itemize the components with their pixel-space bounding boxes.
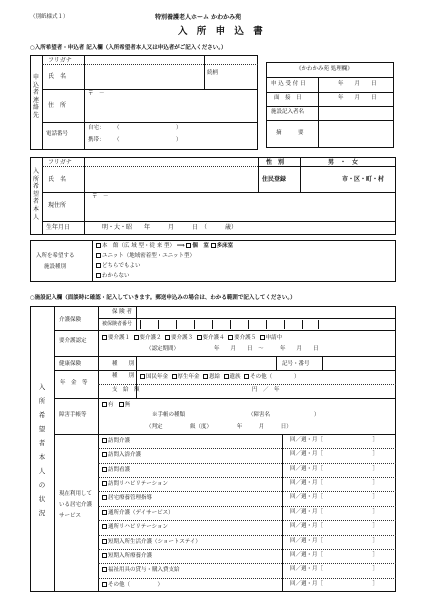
- national-pension: 国民年金: [146, 374, 169, 380]
- applicant-side-label: 申込者連絡先: [32, 74, 39, 119]
- service-divider: [98, 477, 396, 478]
- mobile-phone-paren-close: ）: [176, 137, 182, 143]
- service-item[interactable]: [102, 524, 168, 531]
- service-item[interactable]: [102, 553, 152, 560]
- service-frequency[interactable]: 回／週・月［ ］: [290, 523, 379, 530]
- cert-period-value: 年 月 日 ～ 年 月 日: [214, 346, 319, 352]
- phone-label: 電話番号: [46, 131, 69, 137]
- disability-options[interactable]: [102, 402, 130, 409]
- facility-type-label: 入所を希望する: [36, 253, 75, 259]
- service-divider: [98, 578, 396, 579]
- name-label: 氏 名: [48, 73, 67, 80]
- arrow-icon: ⟹: [176, 243, 185, 249]
- checkbox[interactable]: [102, 510, 107, 515]
- service-divider: [98, 463, 396, 464]
- service-frequency[interactable]: 回／週・月［ ］: [290, 451, 379, 458]
- care-insurance-label: 介護保険: [59, 317, 82, 323]
- checkbox[interactable]: [102, 481, 107, 486]
- care-level-1: 要介護１: [108, 335, 131, 341]
- section2-note: ○施設記入欄（面談時に確認・記入していきます。郵送申込みの場合は、わかる範囲で記入してください。）: [30, 295, 296, 301]
- checkbox[interactable]: [96, 253, 101, 258]
- payment-label: 支 給 額: [112, 387, 140, 393]
- service-label: 訪問入浴介護: [108, 452, 142, 459]
- service-divider: [98, 520, 396, 521]
- onkyu: 恩給: [209, 374, 221, 380]
- checkbox[interactable]: [102, 567, 107, 572]
- checkbox[interactable]: [224, 374, 229, 379]
- judgment-line: （判定 級（度） 年 月 日）: [146, 424, 292, 430]
- service-item[interactable]: [102, 495, 152, 502]
- service-divider: [98, 563, 396, 564]
- checkbox[interactable]: [102, 452, 107, 457]
- office-row-value: 年 月 日: [338, 95, 377, 101]
- checkbox[interactable]: [102, 467, 107, 472]
- page-title: 入 所 申 込 書: [178, 26, 266, 37]
- checkbox[interactable]: [260, 335, 265, 340]
- service-label: 短期入所療養介護: [108, 552, 153, 559]
- facility-option-unit[interactable]: [96, 253, 195, 260]
- form-number: （別紙様式１）: [30, 14, 69, 20]
- insured-number-label: 被保険者番号: [102, 321, 133, 327]
- service-label: 通所リハビリテーション: [108, 524, 169, 531]
- symbol-number-label: 記号・番号: [282, 361, 310, 367]
- private-room-label: 個 室: [192, 243, 209, 249]
- service-frequency[interactable]: 回／週・月［ ］: [290, 494, 379, 501]
- service-label: 居宅療養管理指導: [108, 495, 153, 502]
- service-frequency[interactable]: 回／週・月［ ］: [290, 551, 379, 558]
- service-frequency[interactable]: 回／週・月［ ］: [290, 480, 379, 487]
- pension-type-options[interactable]: [140, 374, 300, 381]
- insurer-label: 保 険 者: [112, 309, 132, 315]
- checkbox[interactable]: [119, 402, 124, 407]
- office-row-label: 施設記入者名: [271, 109, 305, 115]
- services-label: 現在利用して: [59, 491, 93, 497]
- applicant-name-field[interactable]: [85, 66, 203, 88]
- health-insurance-label: 健康保険: [59, 361, 82, 367]
- service-divider: [98, 491, 396, 492]
- care-level-pending: 申請中: [265, 335, 283, 341]
- checkbox[interactable]: [211, 243, 216, 248]
- care-level-4: 要介護４: [202, 335, 225, 341]
- service-item[interactable]: [102, 452, 141, 459]
- service-label: 通所介護（デイサービス）: [108, 509, 174, 516]
- service-divider: [98, 448, 396, 449]
- service-divider: [98, 535, 396, 536]
- care-level-3: 要介護３: [171, 335, 194, 341]
- service-item[interactable]: [102, 582, 163, 589]
- pension-label: 年 金 等: [60, 380, 88, 386]
- section2-side-label: 入所希望者本人の状況: [38, 383, 46, 517]
- care-level-label: 要介護認定: [59, 338, 87, 344]
- checkbox[interactable]: [140, 374, 145, 379]
- checkbox[interactable]: [172, 374, 177, 379]
- checkbox[interactable]: [102, 553, 107, 558]
- registered-value: 市・区・町・村: [342, 176, 385, 183]
- service-item[interactable]: [102, 567, 180, 574]
- furigana-label: フリガナ: [48, 57, 72, 64]
- applicant-postal[interactable]: 〒 －: [88, 91, 105, 97]
- birth-value: 明・大・昭 年 月 日 （ 歳）: [102, 224, 238, 231]
- facility-option-unknown[interactable]: [96, 273, 130, 280]
- service-divider: [98, 506, 396, 507]
- pension-type-label: 種 別: [112, 373, 135, 379]
- service-item[interactable]: [102, 510, 174, 517]
- service-frequency[interactable]: 回／週・月［ ］: [290, 508, 379, 515]
- checkbox[interactable]: [96, 243, 101, 248]
- registered-label: 住民登録: [262, 176, 287, 183]
- facility-option-main[interactable]: [96, 243, 233, 250]
- services-label-2: いる居宅介護: [59, 502, 93, 508]
- care-level-2: 要介護２: [139, 335, 162, 341]
- service-label: 短期入所生活介護（ショートステイ）: [108, 538, 201, 545]
- payment-value: 円 ／ 年: [252, 387, 280, 393]
- service-divider: [98, 549, 396, 550]
- service-label: 訪問介護: [108, 438, 131, 444]
- checkbox[interactable]: [244, 374, 249, 379]
- office-row-label: 面 接 日: [274, 95, 302, 101]
- checkbox[interactable]: [96, 263, 101, 268]
- checkbox[interactable]: [203, 374, 208, 379]
- facility-option-label: 本 館（広 域 型・従 来 型）: [102, 243, 175, 249]
- cert-period-label: （認定期間）: [146, 346, 180, 352]
- service-label: 訪問看護: [108, 466, 131, 473]
- resident-postal[interactable]: 〒 －: [92, 194, 109, 200]
- resident-name-label: 氏 名: [48, 176, 67, 183]
- pension-other: その他（ ）: [250, 374, 300, 380]
- mobile-phone-paren-open: （: [114, 137, 120, 143]
- office-use-title: 《かわかみ苑 処理欄》: [296, 66, 353, 72]
- survivor: 遺族: [229, 374, 241, 380]
- office-row-label: 申 込 受 付 日: [271, 81, 306, 87]
- home-phone-label: 自宅：: [88, 125, 105, 131]
- checkbox[interactable]: [197, 335, 202, 340]
- disability-yes: 有: [108, 402, 114, 408]
- organization-name: 特別養護老人ホーム かわかみ苑: [155, 14, 242, 21]
- insured-number-boxes[interactable]: [140, 320, 318, 329]
- resident-side-label: 入所希望者本人: [32, 168, 39, 221]
- resident-furigana-label: フリガナ: [48, 159, 72, 166]
- gender-label: 性 別: [266, 159, 285, 166]
- current-address-label: 現住所: [48, 202, 67, 209]
- service-item[interactable]: [102, 539, 201, 546]
- service-label: 訪問リハビリテーション: [108, 481, 169, 488]
- handbook-type-label: ※手帳の種類: [152, 412, 186, 418]
- checkbox[interactable]: [102, 582, 107, 587]
- gender-options[interactable]: 男 ・ 女: [328, 159, 359, 166]
- service-item[interactable]: [102, 481, 168, 488]
- service-frequency[interactable]: 回／週・月［ ］: [290, 437, 379, 443]
- home-phone-paren-open: （: [114, 125, 120, 131]
- disability-no: 無: [124, 402, 131, 408]
- service-frequency[interactable]: 回／週・月［ ］: [290, 537, 379, 544]
- facility-option-either[interactable]: [96, 263, 140, 270]
- checkbox[interactable]: [228, 335, 233, 340]
- services-label-3: サービス: [59, 513, 82, 519]
- care-level-options[interactable]: [102, 335, 282, 342]
- health-type-label: 種 別: [112, 361, 135, 367]
- facility-type-label-2: 施設種別: [44, 264, 67, 270]
- service-frequency[interactable]: 回／週・月［ ］: [290, 465, 379, 472]
- checkbox[interactable]: [102, 438, 107, 443]
- service-label: 福祉用具の貸与・購入費支給: [108, 567, 180, 574]
- relation-label: 続柄: [207, 70, 219, 76]
- service-frequency[interactable]: 回／週・月［ ］: [290, 580, 379, 587]
- home-phone-paren-close: ）: [176, 125, 182, 131]
- checkbox[interactable]: [102, 539, 107, 544]
- service-label: その他（ ）: [108, 581, 164, 588]
- service-item[interactable]: [102, 438, 130, 445]
- service-frequency[interactable]: 回／週・月［ ］: [290, 566, 379, 573]
- birth-label: 生年月日: [46, 224, 71, 231]
- care-level-5: 要介護５: [234, 335, 257, 341]
- facility-option-label: ユニット（地域密着型・ユニット型）: [102, 253, 196, 259]
- disability-label: 障害手帳等: [59, 412, 87, 418]
- address-label: 住 所: [48, 102, 67, 109]
- checkbox[interactable]: [96, 273, 101, 278]
- office-row-label: 摘 要: [276, 130, 304, 136]
- checkbox[interactable]: [102, 402, 107, 407]
- employee-pension: 厚生年金: [177, 374, 200, 380]
- office-row-value: 年 月 日: [338, 81, 377, 87]
- mobile-phone-label: 携帯：: [88, 137, 105, 143]
- checkbox[interactable]: [134, 335, 139, 340]
- disability-name: （障害名 ）: [248, 412, 320, 418]
- checkbox[interactable]: [102, 335, 107, 340]
- shared-room-label: 多床室: [216, 243, 234, 249]
- checkbox[interactable]: [186, 243, 191, 248]
- facility-option-label: わからない: [102, 273, 130, 279]
- section1-note: ○入所希望者・申込者 記入欄（入所希望者本人又は申込者がご記入ください。）: [30, 45, 227, 51]
- checkbox[interactable]: [102, 524, 107, 529]
- checkbox[interactable]: [102, 495, 107, 500]
- facility-option-label: どちらでもよい: [102, 263, 141, 269]
- checkbox[interactable]: [165, 335, 170, 340]
- service-item[interactable]: [102, 467, 130, 474]
